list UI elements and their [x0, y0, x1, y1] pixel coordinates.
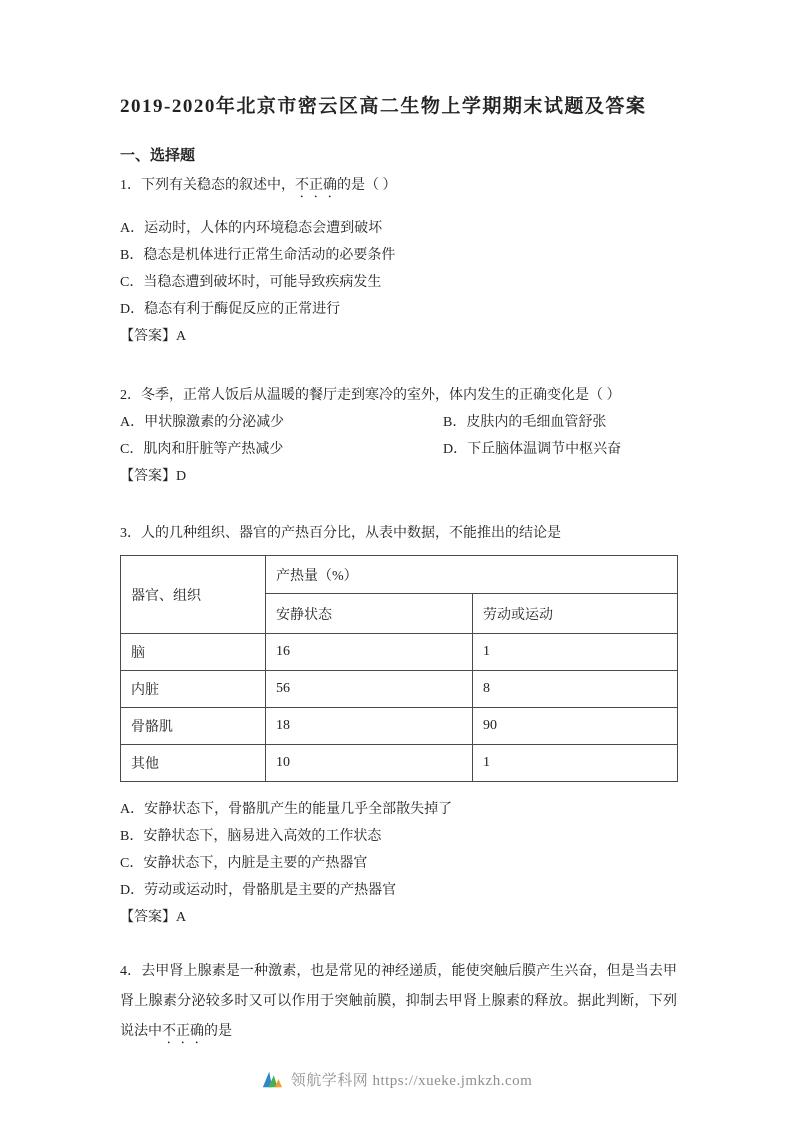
table-cell-organ: 骨骼肌 — [121, 708, 266, 745]
table-cell-organ: 其他 — [121, 745, 266, 782]
heat-production-table — [120, 555, 678, 782]
question-3-option-a: A．安静状态下，骨骼肌产生的能量几乎全部散失掉了 — [120, 802, 453, 817]
table-cell-quiet: 18 — [266, 708, 473, 745]
table-cell-quiet: 16 — [266, 634, 473, 671]
question-1 — [120, 172, 677, 350]
footer-site-link[interactable]: 领航学科网 https://xueke.jmkzh.com — [290, 1072, 533, 1089]
question-2-option-a: A．甲状腺激素的分泌减少 — [120, 415, 285, 430]
question-3-options — [120, 796, 677, 904]
table-cell-quiet: 10 — [266, 745, 473, 782]
question-2-option-row-2 — [120, 436, 677, 463]
table-cell-active: 1 — [473, 634, 678, 671]
question-2-stem: 2．冬季，正常人饭后从温暖的餐厅走到寒冷的室外，体内发生的正确变化是（ ） — [120, 388, 621, 403]
question-2-option-row-1 — [120, 409, 677, 436]
site-logo-icon — [261, 1068, 283, 1090]
question-3-stem: 3．人的几种组织、器官的产热百分比，从表中数据，不能推出的结论是 — [120, 526, 561, 541]
table-row-viscera — [121, 671, 678, 708]
question-3-option-b: B．安静状态下，脑易进入高效的工作状态 — [120, 829, 382, 844]
question-2-option-d: D．下丘脑体温调节中枢兴奋 — [443, 442, 622, 457]
table-cell-active: 1 — [473, 745, 678, 782]
table-subheader-active: 劳动或运动 — [473, 594, 678, 634]
question-1-option-d: D．稳态有利于酶促反应的正常进行 — [120, 302, 341, 317]
table-header-heat: 产热量（%） — [266, 556, 678, 594]
table-header-row-1 — [121, 556, 678, 594]
table-header-organ: 器官、组织 — [121, 556, 266, 634]
question-1-option-a: A．运动时，人体的内环境稳态会遭到破坏 — [120, 221, 383, 236]
table-row-skeletal-muscle — [121, 708, 678, 745]
table-row-brain — [121, 634, 678, 671]
question-1-stem-emphasis: 不正确 — [295, 178, 337, 193]
question-2-option-c: C．肌肉和肝脏等产热减少 — [120, 442, 284, 457]
table-cell-active: 8 — [473, 671, 678, 708]
table-cell-quiet: 56 — [266, 671, 473, 708]
table-cell-organ: 脑 — [121, 634, 266, 671]
table-row-other — [121, 745, 678, 782]
question-1-stem-suffix: 的是（ ） — [337, 178, 397, 193]
question-2 — [120, 382, 677, 490]
question-4-stem-suffix: 的是 — [204, 1024, 232, 1039]
section-heading: 一、选择题 — [120, 148, 196, 164]
question-1-answer: 【答案】A — [120, 329, 187, 344]
question-3-option-c: C．安静状态下，内脏是主要的产热器官 — [120, 856, 368, 871]
question-4-stem-prefix: 4．去甲肾上腺素是一种激素，也是常见的神经递质，能使突触后膜产生兴奋，但是当去甲肾上腺素分泌较多时又可以作用于突触前膜，抑制去甲肾上腺素的释放。据此判断，下列说法中 — [120, 964, 677, 1039]
question-3-option-d: D．劳动或运动时，骨骼肌是主要的产热器官 — [120, 883, 397, 898]
question-1-option-b: B．稳态是机体进行正常生命活动的必要条件 — [120, 248, 396, 263]
footer — [0, 1068, 793, 1090]
page-title: 2019-2020年北京市密云区高二生物上学期期末试题及答案 — [120, 96, 647, 117]
question-4-stem-emphasis: 不正确 — [162, 1024, 204, 1039]
question-4-stem — [120, 957, 677, 1047]
table-cell-organ: 内脏 — [121, 671, 266, 708]
table-subheader-quiet: 安静状态 — [266, 594, 473, 634]
question-4 — [120, 957, 677, 1047]
page-content — [120, 0, 677, 1047]
question-3-answer: 【答案】A — [120, 910, 187, 925]
table-cell-active: 90 — [473, 708, 678, 745]
question-2-option-b: B．皮肤内的毛细血管舒张 — [443, 415, 607, 430]
question-3 — [120, 520, 677, 931]
question-2-answer: 【答案】D — [120, 469, 187, 484]
question-1-stem-prefix: 1．下列有关稳态的叙述中， — [120, 178, 295, 193]
question-1-option-c: C．当稳态遭到破坏时，可能导致疾病发生 — [120, 275, 382, 290]
question-1-stem — [120, 172, 677, 201]
